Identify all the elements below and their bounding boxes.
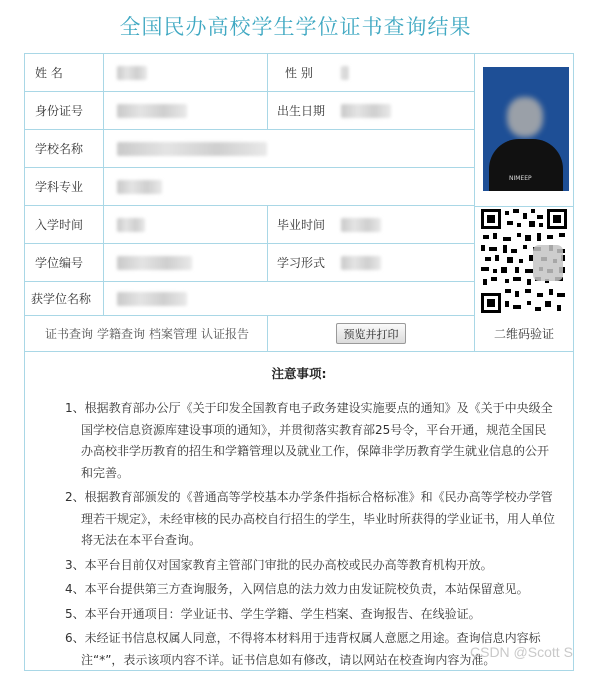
qr-verify-label: 二维码验证 (493, 327, 554, 341)
notice-item: 5、本平台开通项目：学业证书、学生学籍、学生档案、查询报告、在线验证。 (65, 606, 481, 621)
degree-value (117, 282, 467, 315)
name-value (117, 54, 267, 91)
row-major (25, 168, 475, 206)
result-table (24, 53, 574, 671)
quick-links (45, 316, 253, 351)
preview-print-button[interactable]: 预览并打印 (336, 323, 406, 344)
notice-item: 4、本平台提供第三方查询服务，入网信息的法力效力由发证院校负责，本站保留意见。 (65, 582, 529, 596)
name-label: 姓 名 (35, 66, 63, 80)
form-label: 学习形式 (277, 256, 326, 270)
divider (267, 206, 268, 282)
code-label: 学位编号 (35, 256, 84, 270)
gender-value (341, 54, 471, 91)
major-value (117, 168, 467, 205)
divider (267, 54, 268, 130)
row-id-birth (25, 92, 475, 130)
actions-row (25, 316, 573, 352)
id-label: 身份证号 (35, 104, 84, 118)
row-degree (25, 282, 475, 316)
qr-cell (475, 206, 573, 316)
row-name-gender (25, 54, 475, 92)
school-label: 学校名称 (35, 142, 84, 156)
notice-item: 3、本平台目前仅对国家教育主管部门审批的民办高校或民办高等教育机构开放。 (65, 557, 493, 572)
link-enrollment-query[interactable]: 学籍查询 (97, 327, 146, 341)
link-certification-report[interactable]: 认证报告 (201, 327, 250, 341)
divider (103, 54, 104, 316)
student-photo (483, 67, 569, 191)
link-certificate-query[interactable]: 证书查询 (45, 327, 94, 341)
notice-list (65, 398, 555, 674)
row-school (25, 130, 475, 168)
gender-label: 性 别 (285, 66, 313, 80)
link-archive-management[interactable]: 档案管理 (149, 327, 198, 341)
row-enroll-grad (25, 206, 475, 244)
grad-label: 毕业时间 (277, 218, 326, 232)
notice-title: 注意事项: (271, 366, 327, 381)
photo-cell (475, 54, 573, 206)
degree-label: 获学位名称 (31, 292, 92, 306)
grad-value (341, 206, 471, 243)
watermark: CSDN @Scott S (470, 644, 573, 660)
enroll-value (117, 206, 267, 243)
notice-item: 2、根据教育部颁发的《普通高等学校基本办学条件指标合格标准》和《民办高等学校办学管理若干规定》，未经审核的民办高校自行招生的学生，毕业时所获得的学业证书，用人单位将无法在本平台查询。 (65, 490, 556, 547)
notice-item: 6、未经证书信息权属人同意，不得将本材料用于违背权属人意愿之用途。查询信息内容标注“*”，表示该项内容不详。证书信息如有修改，请以网站在校查询内容为准。 (65, 631, 541, 667)
row-code-form (25, 244, 475, 282)
code-value (117, 244, 267, 281)
school-value (117, 130, 467, 167)
birth-label: 出生日期 (277, 104, 326, 118)
enroll-label: 入学时间 (35, 218, 84, 232)
form-value (341, 244, 471, 281)
notice-item: 1、根据教育部办公厅《关于印发全国教育电子政务建设实施要点的通知》及《关于中央级全国学校信息资源库建设事项的通知》，并贯彻落实教育部25号令，平台开通，规范全国民办高校非学历教育的招生和学籍管理以及就业工作，保障非学历教育学生就业信息的公开和完善。 (65, 401, 553, 480)
photo-tag: NIMEEP (509, 175, 532, 182)
page-title: 全国民办高校学生学位证书查询结果 (119, 15, 472, 39)
birth-value (341, 92, 471, 129)
qr-code-icon (481, 209, 567, 313)
major-label: 学科专业 (35, 180, 84, 194)
id-value (117, 92, 267, 129)
